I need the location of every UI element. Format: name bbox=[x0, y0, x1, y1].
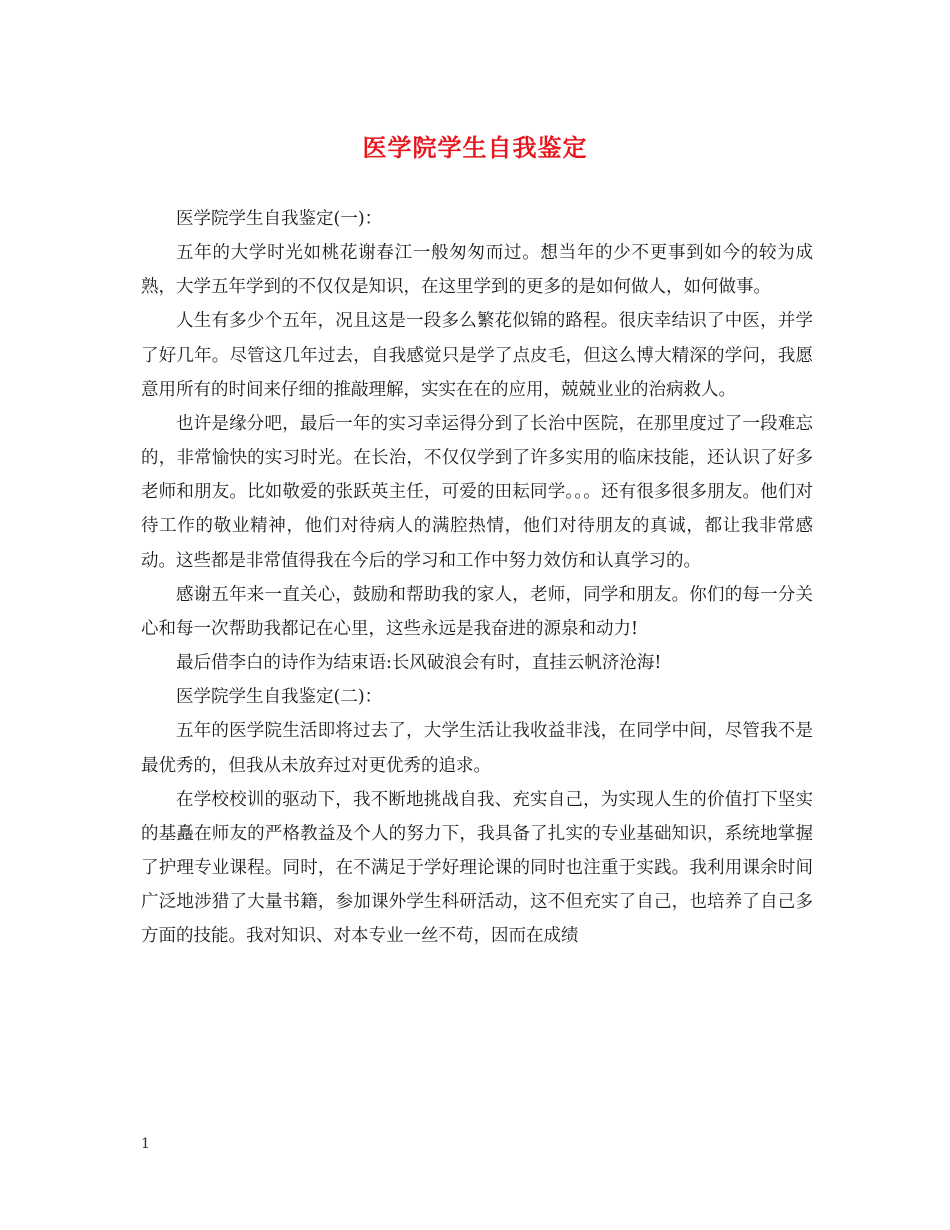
document-title: 医学院学生自我鉴定 bbox=[362, 133, 588, 162]
paragraph: 五年的医学院生活即将过去了，大学生活让我收益非浅，在同学中间，尽管我不是最优秀的，但我从未放弃过对更优秀的追求。 bbox=[141, 721, 813, 776]
document-body bbox=[141, 202, 813, 953]
paragraph: 感谢五年来一直关心，鼓励和帮助我的家人，老师，同学和朋友。你们的每一分关心和每一次帮助我都记在心里，这些永远是我奋进的源泉和动力! bbox=[141, 584, 813, 639]
paragraph-heading-1: 医学院学生自我鉴定(一)： bbox=[176, 209, 383, 229]
paragraph: 五年的大学时光如桃花谢春江一般匆匆而过。想当年的少不更事到如今的较为成熟，大学五年学到的不仅仅是知识，在这里学到的更多的是如何做人，如何做事。 bbox=[141, 243, 813, 298]
paragraph: 最后借李白的诗作为结束语:长风破浪会有时，直挂云帆济沧海! bbox=[176, 653, 662, 674]
paragraph-heading-2: 医学院学生自我鉴定(二)： bbox=[176, 687, 383, 708]
page-number: 1 bbox=[141, 1136, 150, 1152]
paragraph: 在学校校训的驱动下，我不断地挑战自我、充实自己，为实现人生的价值打下坚实的基矗在师友的严格教益及个人的努力下，我具备了扎实的专业基础知识，系统地掌握了护理专业课程。同时，在不满足于学好理论课的同时也注重于实践。我利用课余时间广泛地涉猎了大量书籍，参加课外学生科研活动，这不但充实了自己，也培养了自己多方面的技能。我对知识、对本专业一丝不苟，因而在成绩 bbox=[141, 789, 813, 947]
paragraph: 人生有多少个五年，况且这是一段多么繁花似锦的路程。很庆幸结识了中医，并学了好几年。尽管这几年过去，自我感觉只是学了点皮毛，但这么博大精深的学问，我愿意用所有的时间来仔细的推敲理解，实实在在的应用，兢兢业业的治病救人。 bbox=[141, 311, 813, 400]
paragraph: 也许是缘分吧，最后一年的实习幸运得分到了长治中医院，在那里度过了一段难忘的，非常愉快的实习时光。在长治，不仅仅学到了许多实用的临床技能，还认识了好多老师和朋友。比如敬爱的张跃英主任，可爱的田耘同学。。。还有很多很多朋友。他们对待工作的敬业精神，他们对待病人的满腔热情，他们对待朋友的真诚，都让我非常感动。这些都是非常值得我在今后的学习和工作中努力效仿和认真学习的。 bbox=[141, 413, 813, 571]
